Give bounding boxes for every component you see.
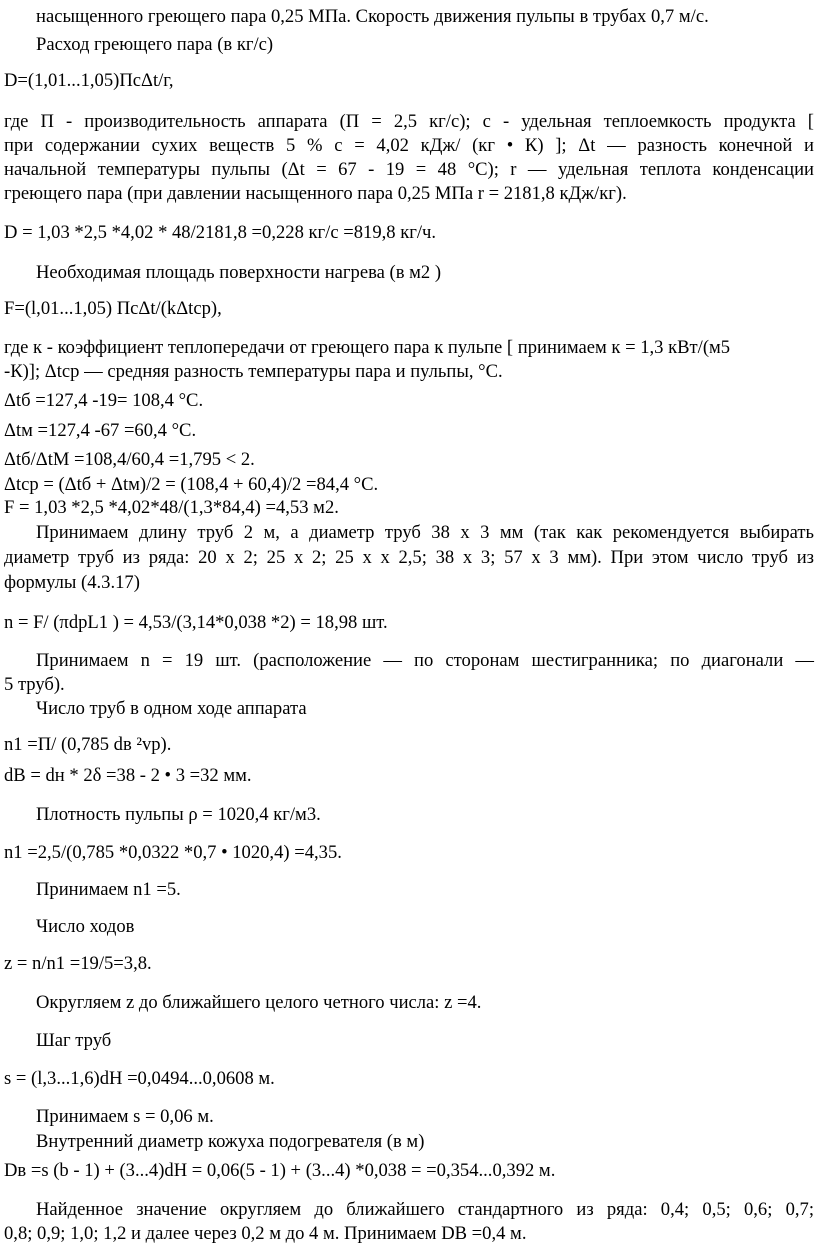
formula-line: s = (l,3...1,6)dН =0,0494...0,0608 м. <box>4 1068 275 1089</box>
text-line: греющего пара (при давлении насыщенного пара 0,25 МПа r = 2181,8 кДж/кг). <box>4 183 627 204</box>
text-line: -К)]; Δtср — средняя разность температуры пара и пульпы, °С. <box>4 361 503 382</box>
text-line: где П - производительность аппарата (П = 2,5 кг/с); с - удельная теплоемкость продукта [ <box>4 111 814 132</box>
text-line: Найденное значение округляем до ближайшего стандартного из ряда: 0,4; 0,5; 0,6; 0,7; <box>36 1199 814 1220</box>
text-line: Шаг труб <box>36 1030 112 1051</box>
text-line: Число труб в одном ходе аппарата <box>36 698 307 719</box>
formula-line: dВ = dн * 2δ =38 - 2 • 3 =32 мм. <box>4 765 252 786</box>
text-line: Принимаем s = 0,06 м. <box>36 1106 214 1127</box>
formula-line: Δtб =127,4 -19= 108,4 °С. <box>4 390 204 411</box>
text-line: Необходимая площадь поверхности нагрева (в м2 ) <box>36 262 442 283</box>
text-line: Округляем z до ближайшего целого четного числа: z =4. <box>36 992 482 1013</box>
text-line: начальной температуры пульпы (Δt = 67 - 19 = 48 °С); r — удельная теплота конденсации <box>4 159 814 180</box>
formula-line: Δtб/ΔtМ =108,4/60,4 =1,795 < 2. <box>4 449 255 470</box>
text-line: Число ходов <box>36 916 135 937</box>
formula-line: Dв =s (b - 1) + (3...4)dН = 0,06(5 - 1) + (3...4) *0,038 = =0,354...0,392 м. <box>4 1160 556 1181</box>
text-line: Принимаем n1 =5. <box>36 879 181 900</box>
formula-line: n1 =2,5/(0,785 *0,0322 *0,7 • 1020,4) =4,35. <box>4 842 342 863</box>
text-line: формулы (4.3.17) <box>4 572 140 593</box>
formula-line: n = F/ (πdpL1 ) = 4,53/(3,14*0,038 *2) = 18,98 шт. <box>4 612 388 633</box>
formula-line: D=(1,01...1,05)ПсΔt/г, <box>4 70 174 91</box>
text-line: 0,8; 0,9; 1,0; 1,2 и далее через 0,2 м до 4 м. Принимаем DВ =0,4 м. <box>4 1223 527 1244</box>
formula-line: Δtм =127,4 -67 =60,4 °С. <box>4 420 197 441</box>
text-line: Плотность пульпы ρ = 1020,4 кг/м3. <box>36 804 321 825</box>
text-line: Расход греющего пара (в кг/с) <box>36 34 274 55</box>
formula-line: F=(l,01...1,05) ПсΔt/(kΔtср), <box>4 298 222 319</box>
formula-line: n1 =П/ (0,785 dв ²vр). <box>4 734 172 755</box>
formula-line: F = 1,03 *2,5 *4,02*48/(1,3*84,4) =4,53 м2. <box>4 497 339 518</box>
text-line: 5 труб). <box>4 674 65 695</box>
formula-line: D = 1,03 *2,5 *4,02 * 48/2181,8 =0,228 кг/с =819,8 кг/ч. <box>4 222 437 243</box>
text-line: при содержании сухих веществ 5 % с = 4,02 кДж/ (кг • К) ]; Δt — разность конечной и <box>4 135 814 156</box>
text-line: Принимаем n = 19 шт. (расположение — по сторонам шестигранника; по диагонали — <box>36 650 814 671</box>
text-line: где к - коэффициент теплопередачи от греющего пара к пульпе [ принимаем к = 1,3 кВт/(м5 <box>4 337 731 358</box>
text-line: Внутренний диаметр кожуха подогревателя (в м) <box>36 1131 425 1152</box>
text-line: диаметр труб из ряда: 20 х 2; 25 х 2; 25 х х 2,5; 38 х 3; 57 х 3 мм). При этом число труб из <box>4 547 814 568</box>
text-line: Принимаем длину труб 2 м, а диаметр труб 38 х 3 мм (так как рекомендуется выбирать <box>36 522 814 543</box>
formula-line: Δtср = (Δtб + Δtм)/2 = (108,4 + 60,4)/2 =84,4 °С. <box>4 474 379 495</box>
text-line: насыщенного греющего пара 0,25 МПа. Скорость движения пульпы в трубах 0,7 м/с. <box>36 6 709 27</box>
formula-line: z = n/n1 =19/5=3,8. <box>4 953 152 974</box>
